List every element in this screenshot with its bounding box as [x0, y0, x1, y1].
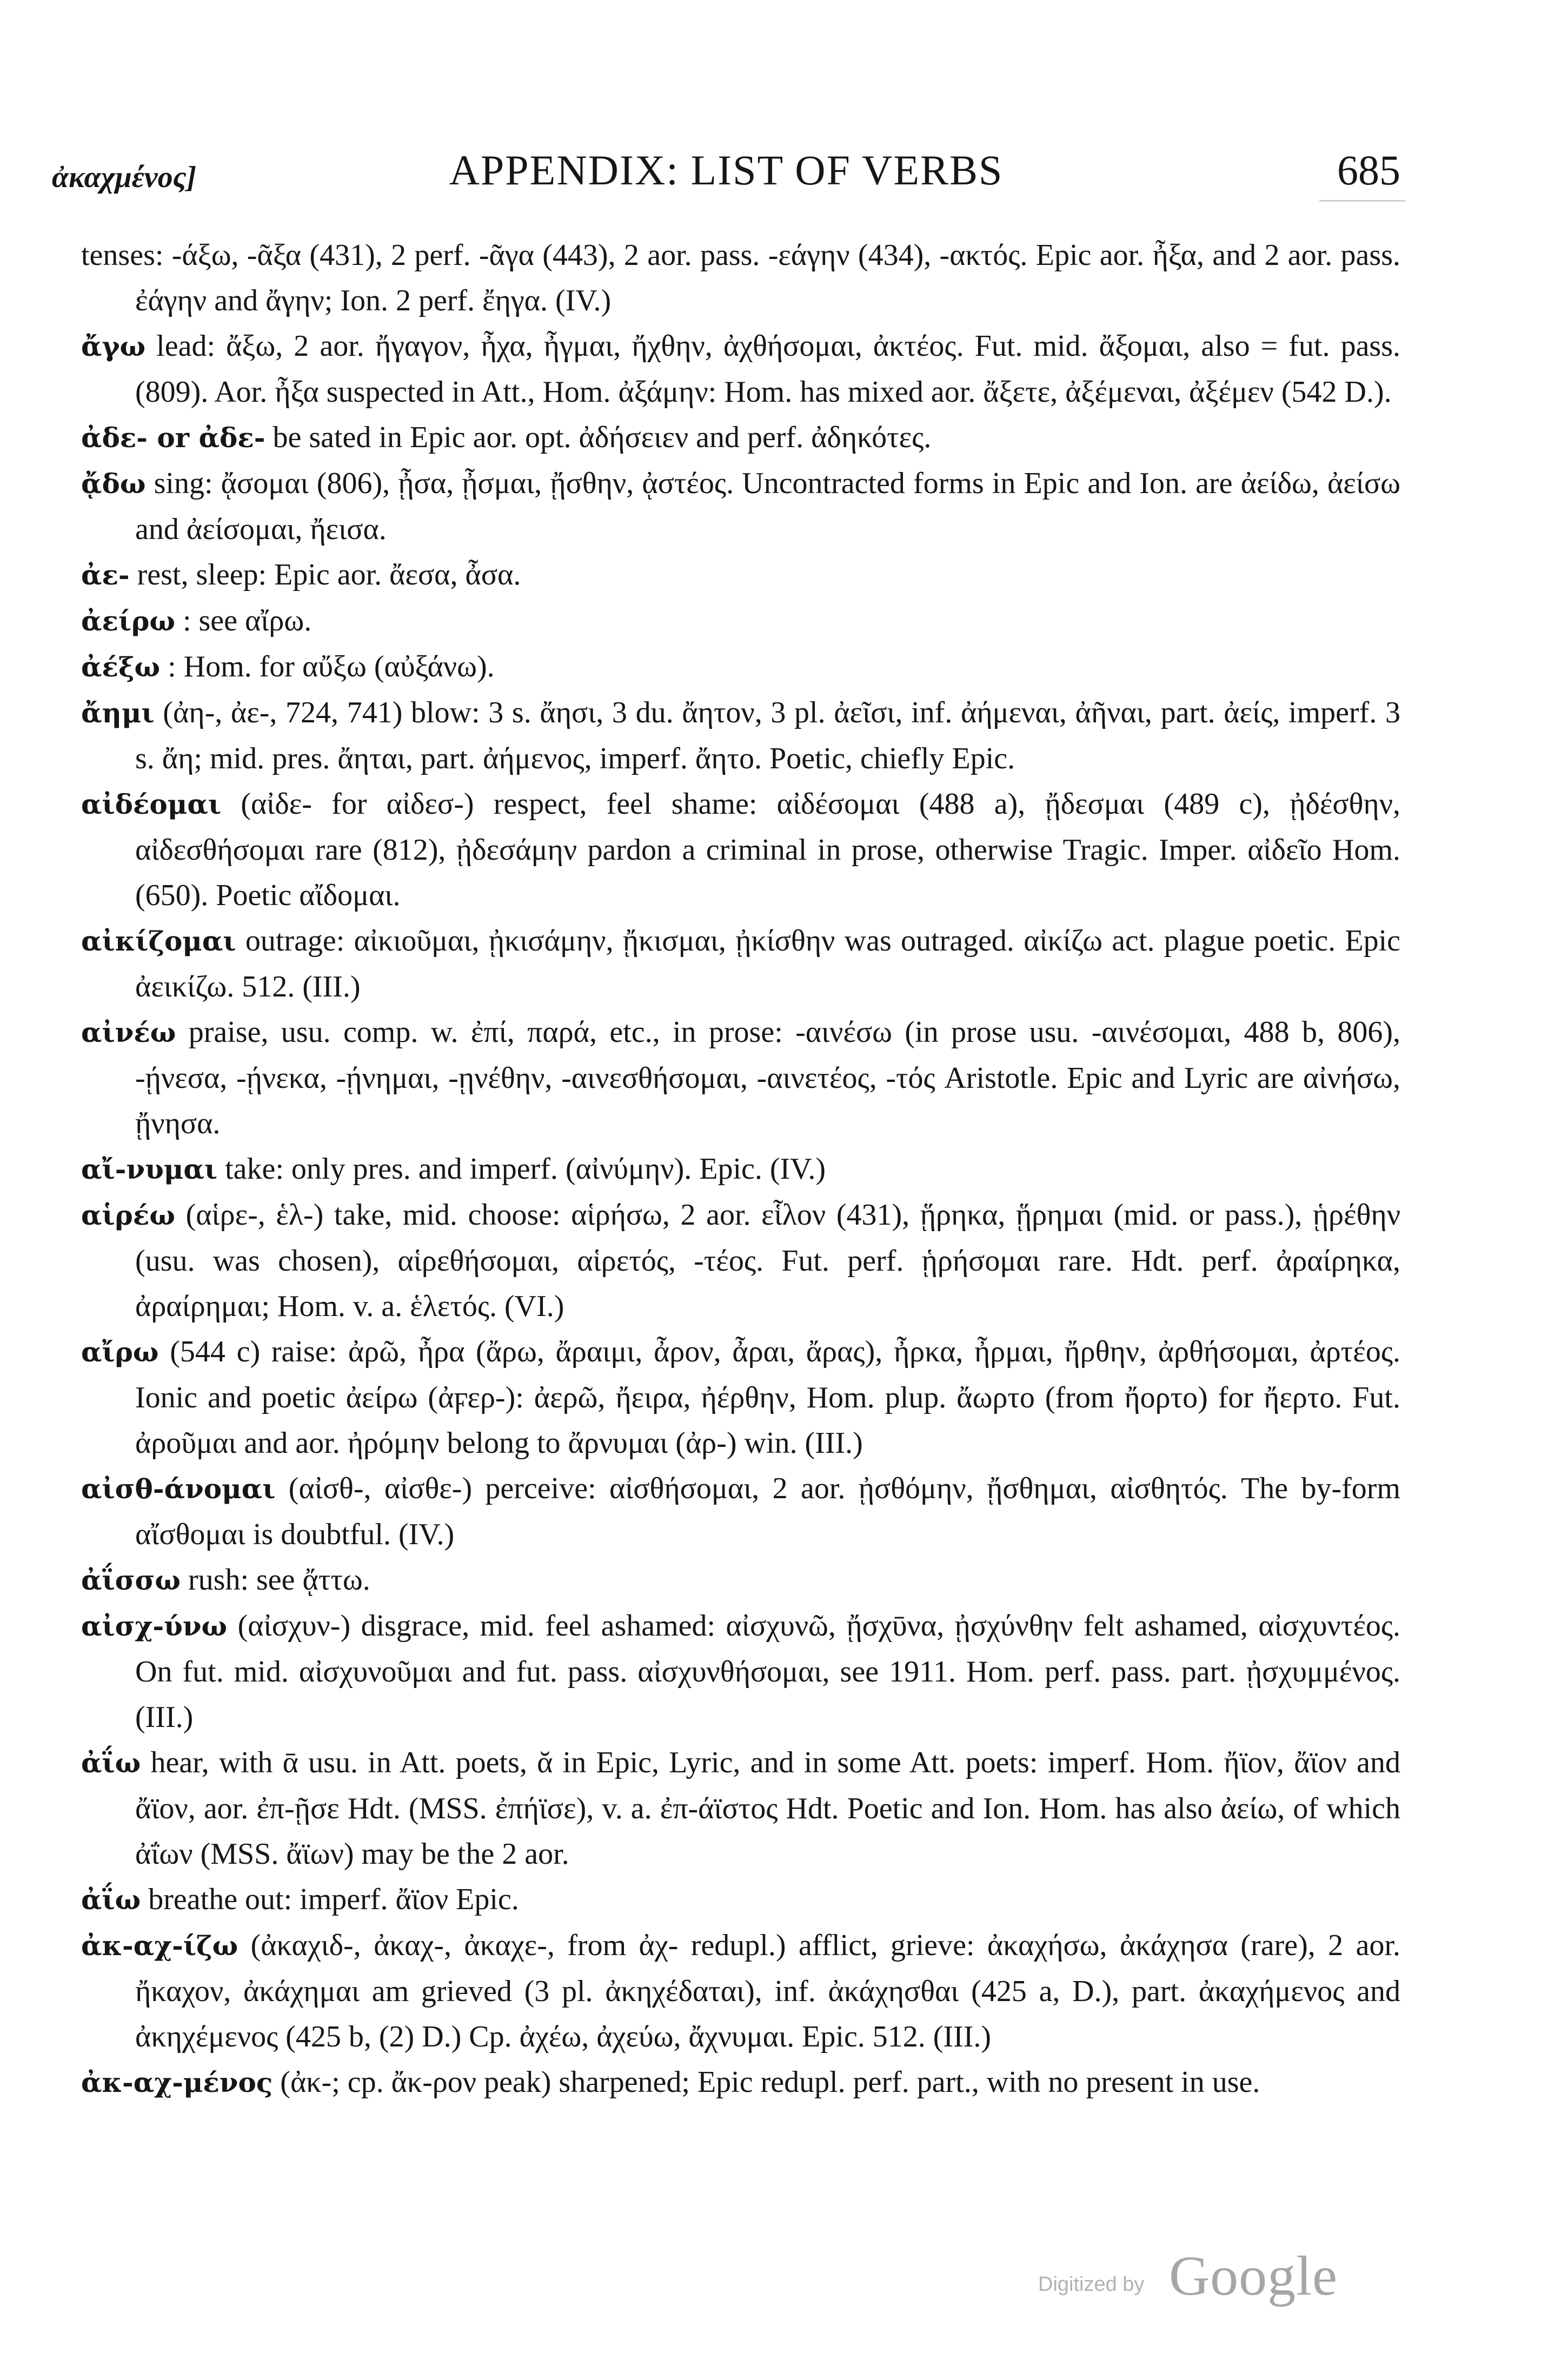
- verb-definition: (ἀη-, ἀε-, 724, 741) blow: 3 s. ἄησι, 3 du. ἄητον, 3 pl. ἀεῖσι, inf. ἀήμεναι, ἀῆναι, part. ἀείς, imperf. 3 s. ἄη; mid. pres. ἄηται, part. ἀήμενος, imperf. ἄητο. Poetic, chiefly Epic.: [135, 696, 1400, 775]
- verb-entry: [81, 1009, 1400, 1146]
- google-logo: Google: [1169, 2245, 1338, 2307]
- verb-headword: ἀείρω: [81, 605, 175, 637]
- verb-entry: [81, 918, 1400, 1009]
- verb-entry: [81, 461, 1400, 552]
- verb-definition: (αἰσχυν-) disgrace, mid. feel ashamed: αἰσχυνῶ, ᾔσχῡνα, ᾐσχύνθην felt ashamed, αἰσχυντέος. On fut. mid. αἰσχυνοῦμαι and fut. pass. αἰσχυνθήσομαι, see 1911. Hom. perf. pass. part. ᾐσχυμμένος. (III.): [135, 1609, 1401, 1734]
- verb-headword: ἀκ-αχ-μένος: [81, 2066, 273, 2098]
- verb-definition: sing: ᾄσομαι (806), ᾖσα, ᾖσμαι, ᾔσθην, ᾀστέος. Uncontracted forms in Epic and Ion. are ἀείδω, ἀείσω and ἀείσομαι, ἤεισα.: [135, 467, 1401, 546]
- digitized-by-label: Digitized by: [1038, 2273, 1145, 2296]
- verb-entry: [81, 644, 1400, 690]
- verb-headword: ἀδε- or ἀδε-: [81, 422, 265, 454]
- verb-headword: ἄημι: [81, 697, 155, 729]
- verb-headword: ἀκ-αχ-ίζω: [81, 1930, 238, 1962]
- verb-definition: outrage: αἰκιοῦμαι, ᾐκισάμην, ᾔκισμαι, ᾐκίσθην was outraged. αἰκίζω act. plague poetic. Epic ἀεικίζω. 512. (III.): [135, 924, 1401, 1004]
- page-number: 685: [1337, 147, 1400, 194]
- verb-entry: [81, 1557, 1400, 1603]
- verb-definition: (αἰδε- for αἰδεσ-) respect, feel shame: αἰδέσομαι (488 a), ᾔδεσμαι (489 c), ᾐδέσθην, αἰδεσθήσομαι rare (812), ᾐδεσάμην pardon a criminal in prose, otherwise Tragic. Imper. αἰδεῖο Hom. (650). Poetic αἴδομαι.: [135, 787, 1401, 912]
- verb-definition: (ἀκ-; cp. ἄκ-ρον peak) sharpened; Epic redupl. perf. part., with no present in use.: [280, 2065, 1260, 2099]
- verb-headword: αἰνέω: [81, 1016, 176, 1048]
- verb-headword: ἀε-: [81, 559, 130, 591]
- verb-entry: [81, 781, 1400, 918]
- verb-headword: αἱρέω: [81, 1199, 175, 1231]
- verb-entry: [81, 690, 1400, 781]
- page-header: [52, 146, 1400, 205]
- verb-entry: [81, 1877, 1400, 1923]
- verb-definition: (αἰσθ-, αἰσθε-) perceive: αἰσθήσομαι, 2 aor. ᾐσθόμην, ᾔσθημαι, αἰσθητός. The by-form αἴσθομαι is doubtful. (IV.): [135, 1472, 1401, 1551]
- verb-headword: ἄγω: [81, 330, 146, 362]
- verb-entry: [81, 1466, 1400, 1557]
- verb-headword: ἀΐω: [81, 1884, 141, 1916]
- verb-headword: ἀΐσσω: [81, 1564, 181, 1596]
- verb-definition: : see αἴρω.: [182, 604, 312, 637]
- verb-definition: breathe out: imperf. ἄϊον Epic.: [148, 1883, 519, 1916]
- verb-definition: hear, with ᾱ usu. in Att. poets, ᾰ in Epic, Lyric, and in some Att. poets: imperf. Hom. ἤϊον, ἄϊον and ἄϊον, aor. ἐπ-ῇσε Hdt. (MSS. ἐπήϊσε), v. a. ἐπ-άϊστος Hdt. Poetic and Ion. Hom. has also ἀείω, of which ἀΐων (MSS. ἄϊων) may be the 2 aor.: [135, 1746, 1400, 1871]
- header-rule: [1319, 200, 1406, 202]
- digitized-watermark: [1038, 2244, 1373, 2309]
- verb-headword: ᾄδω: [81, 468, 146, 500]
- verb-entry: [81, 1192, 1400, 1329]
- verb-entry: [81, 2059, 1400, 2105]
- page-title: APPENDIX: LIST OF VERBS: [449, 147, 1004, 194]
- verb-headword: ἀέξω: [81, 651, 161, 683]
- verb-list: [81, 232, 1400, 2105]
- verb-headword: αἰκίζομαι: [81, 925, 236, 957]
- verb-entry: [81, 598, 1400, 644]
- verb-entry: [81, 1923, 1400, 2059]
- verb-definition: rest, sleep: Epic aor. ἄεσα, ἆσα.: [137, 558, 521, 592]
- verb-headword: αἰσχ-ύνω: [81, 1610, 228, 1642]
- verb-definition: (544 c) raise: ἀρῶ, ἦρα (ἄρω, ἄραιμι, ἆρον, ἆραι, ἄρας), ἦρκα, ἦρμαι, ἤρθην, ἀρθήσομαι, ἀρτέος. Ionic and poetic ἀείρω (ἀϝερ-): ἀερῶ, ἤειρα, ἠέρθην, Hom. plup. ἄωρτο (from ἤορτο) for ἤερτο. Fut. ἀροῦμαι and aor. ἠρόμην belong to ἄρνυμαι (ἀρ-) win. (III.): [135, 1335, 1400, 1460]
- running-head: ἀκαχμένος]: [52, 161, 197, 194]
- verb-definition: : Hom. for αὔξω (αὐξάνω).: [168, 650, 495, 683]
- verb-definition: (ἀκαχιδ-, ἀκαχ-, ἀκαχε-, from ἀχ- redupl.) afflict, grieve: ἀκαχήσω, ἀκάχησα (rare), 2 aor. ἤκαχον, ἀκάχημαι am grieved (3 pl. ἀκηχέδαται), inf. ἀκάχησθαι (425 a, D.), part. ἀκαχήμενος and ἀκηχέμενος (425 b, (2) D.) Cp. ἀχέω, ἀχεύω, ἄχνυμαι. Epic. 512. (III.): [135, 1929, 1400, 2054]
- verb-definition: take: only pres. and imperf. (αἰνύμην). Epic. (IV.): [225, 1152, 826, 1186]
- verb-definition: praise, usu. comp. w. ἐπί, παρά, etc., in prose: -αινέσω (in prose usu. -αινέσομαι, 488 b, 806), -ῄνεσα, -ῄνεκα, -ῄνημαι, -ῃνέθην, -αινεσθήσομαι, -αινετέος, -τός Aristotle. Epic and Lyric are αἰνήσω, ᾔνησα.: [135, 1015, 1400, 1140]
- verb-entry: [81, 1740, 1400, 1877]
- verb-entry: [81, 415, 1400, 461]
- verb-headword: αἴ-νυμαι: [81, 1153, 218, 1185]
- verb-headword: αἰδέομαι: [81, 788, 222, 820]
- verb-definition: (αἱρε-, ἑλ-) take, mid. choose: αἱρήσω, 2 aor. εἷλον (431), ᾕρηκα, ᾕρημαι (mid. or pass.), ᾑρέθην (usu. was chosen), αἱρεθήσομαι, αἱρετός, -τέος. Fut. perf. ᾑρήσομαι rare. Hdt. perf. ἀραίρηκα, ἀραίρημαι; Hom. v. a. ἑλετός. (VI.): [135, 1198, 1401, 1323]
- verb-entry: [81, 1603, 1400, 1740]
- verb-headword: αἴρω: [81, 1336, 159, 1368]
- verb-definition: rush: see ᾄττω.: [188, 1563, 370, 1597]
- verb-definition: tenses: -άξω, -ᾶξα (431), 2 perf. -ᾶγα (443), 2 aor. pass. -εάγην (434), -ακτός. Epic aor. ἦξα, and 2 aor. pass. ἐάγην and ἄγην; Ion. 2 perf. ἔηγα. (IV.): [81, 238, 1400, 317]
- verb-entry: [81, 232, 1400, 323]
- verb-definition: lead: ἄξω, 2 aor. ἤγαγον, ἦχα, ἦγμαι, ἤχθην, ἀχθήσομαι, ἀκτέος. Fut. mid. ἄξομαι, also = fut. pass. (809). Aor. ἦξα suspected in Att., Hom. ἀξάμην: Hom. has mixed aor. ἄξετε, ἀξέμεναι, ἀξέμεν (542 D.).: [135, 329, 1401, 409]
- verb-headword: ἀΐω: [81, 1747, 141, 1779]
- verb-entry: [81, 552, 1400, 598]
- verb-headword: αἰσθ-άνομαι: [81, 1473, 276, 1505]
- verb-entry: [81, 323, 1400, 415]
- verb-entry: [81, 1329, 1400, 1466]
- verb-definition: be sated in Epic aor. opt. ἀδήσειεν and perf. ἀδηκότες.: [273, 421, 932, 454]
- verb-entry: [81, 1146, 1400, 1192]
